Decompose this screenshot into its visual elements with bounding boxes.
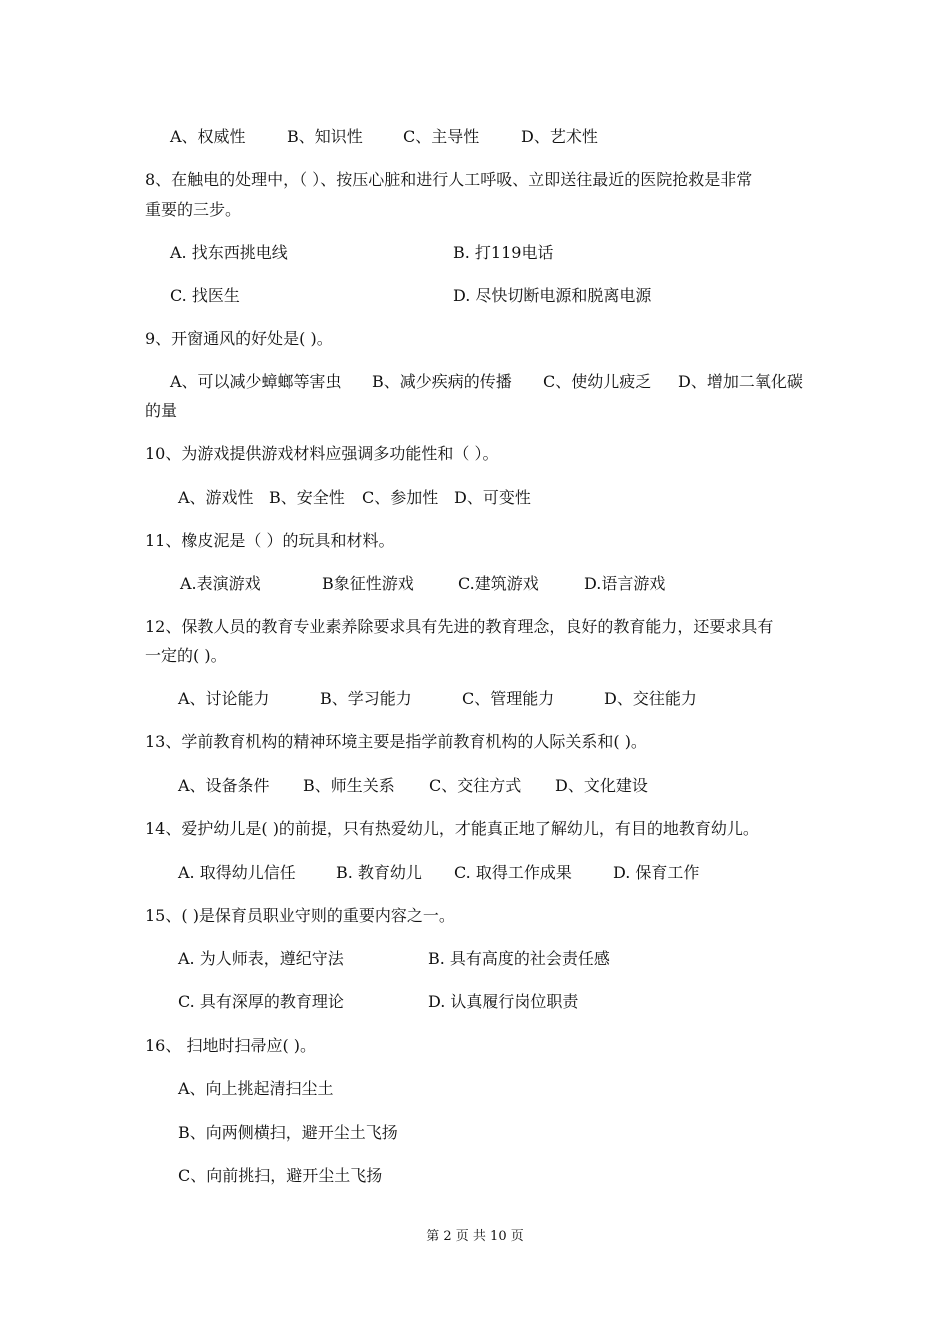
q14-stem: 14、爱护幼儿是( )的前提，只有热爱幼儿，才能真正地了解幼儿，有目的地教育幼儿。 xyxy=(145,819,759,838)
q16-option-c: C、向前挑扫，避开尘土飞扬 xyxy=(178,1166,383,1185)
q9-option-d-continuation: 的量 xyxy=(145,401,178,420)
q8-stem-line2: 重要的三步。 xyxy=(145,200,242,219)
q13-option-b: B、师生关系 xyxy=(303,776,395,795)
q14-option-c: C. 取得工作成果 xyxy=(454,863,572,882)
q10-option-b: B、安全性 xyxy=(269,488,345,507)
q7-option-b: B、知识性 xyxy=(287,127,363,146)
q11-stem: 11、橡皮泥是（ ）的玩具和材料。 xyxy=(145,531,395,550)
q16-option-b: B、向两侧横扫，避开尘土飞扬 xyxy=(178,1123,398,1142)
q9-option-c: C、使幼儿疲乏 xyxy=(543,372,652,391)
q16-option-a: A、向上挑起清扫尘土 xyxy=(178,1079,334,1098)
q9-option-d: D、增加二氧化碳 xyxy=(678,372,803,391)
q14-option-a: A. 取得幼儿信任 xyxy=(178,863,296,882)
q11-option-c: C.建筑游戏 xyxy=(458,574,539,593)
q15-stem: 15、( )是保育员职业守则的重要内容之一。 xyxy=(145,906,455,925)
q12-stem-line1: 12、保教人员的教育专业素养除要求具有先进的教育理念，良好的教育能力，还要求具有 xyxy=(145,617,774,636)
q15-option-c: C. 具有深厚的教育理论 xyxy=(178,992,344,1011)
q12-option-d: D、交往能力 xyxy=(604,689,697,708)
q9-option-b: B、减少疾病的传播 xyxy=(372,372,512,391)
q13-option-a: A、设备条件 xyxy=(178,776,270,795)
q10-option-c: C、参加性 xyxy=(362,488,439,507)
q11-option-b: B象征性游戏 xyxy=(322,574,414,593)
q12-option-c: C、管理能力 xyxy=(462,689,555,708)
q15-option-b: B. 具有高度的社会责任感 xyxy=(428,949,610,968)
q9-stem: 9、开窗通风的好处是( )。 xyxy=(145,329,333,348)
q16-stem: 16、 扫地时扫帚应( )。 xyxy=(145,1036,317,1055)
q8-option-b: B. 打119电话 xyxy=(453,243,554,262)
q10-option-a: A、游戏性 xyxy=(178,488,254,507)
q8-option-d: D. 尽快切断电源和脱离电源 xyxy=(453,286,652,305)
q14-option-b: B. 教育幼儿 xyxy=(336,863,422,882)
q10-option-d: D、可变性 xyxy=(454,488,531,507)
q9-option-a: A、可以减少蟑螂等害虫 xyxy=(170,372,342,391)
q12-option-a: A、讨论能力 xyxy=(178,689,270,708)
q13-option-c: C、交往方式 xyxy=(429,776,522,795)
q12-option-b: B、学习能力 xyxy=(320,689,412,708)
q14-option-d: D. 保育工作 xyxy=(613,863,700,882)
q7-option-a: A、权威性 xyxy=(170,127,246,146)
q10-stem: 10、为游戏提供游戏材料应强调多功能性和（ ）。 xyxy=(145,444,499,463)
q15-option-d: D. 认真履行岗位职责 xyxy=(428,992,579,1011)
q7-option-c: C、主导性 xyxy=(403,127,480,146)
q11-option-a: A.表演游戏 xyxy=(180,574,261,593)
q13-stem: 13、学前教育机构的精神环境主要是指学前教育机构的人际关系和( )。 xyxy=(145,732,647,751)
q11-option-d: D.语言游戏 xyxy=(584,574,666,593)
q12-stem-line2: 一定的( )。 xyxy=(145,646,227,665)
q8-option-c: C. 找医生 xyxy=(170,286,240,305)
q8-stem-line1: 8、在触电的处理中，（ ）、按压心脏和进行人工呼吸、立即送往最近的医院抢救是非常 xyxy=(145,170,753,189)
page-number-footer: 第 2 页 共 10 页 xyxy=(426,1229,524,1244)
q13-option-d: D、文化建设 xyxy=(555,776,648,795)
q15-option-a: A. 为人师表，遵纪守法 xyxy=(178,949,344,968)
q8-option-a: A. 找东西挑电线 xyxy=(170,243,288,262)
q7-option-d: D、艺术性 xyxy=(521,127,598,146)
